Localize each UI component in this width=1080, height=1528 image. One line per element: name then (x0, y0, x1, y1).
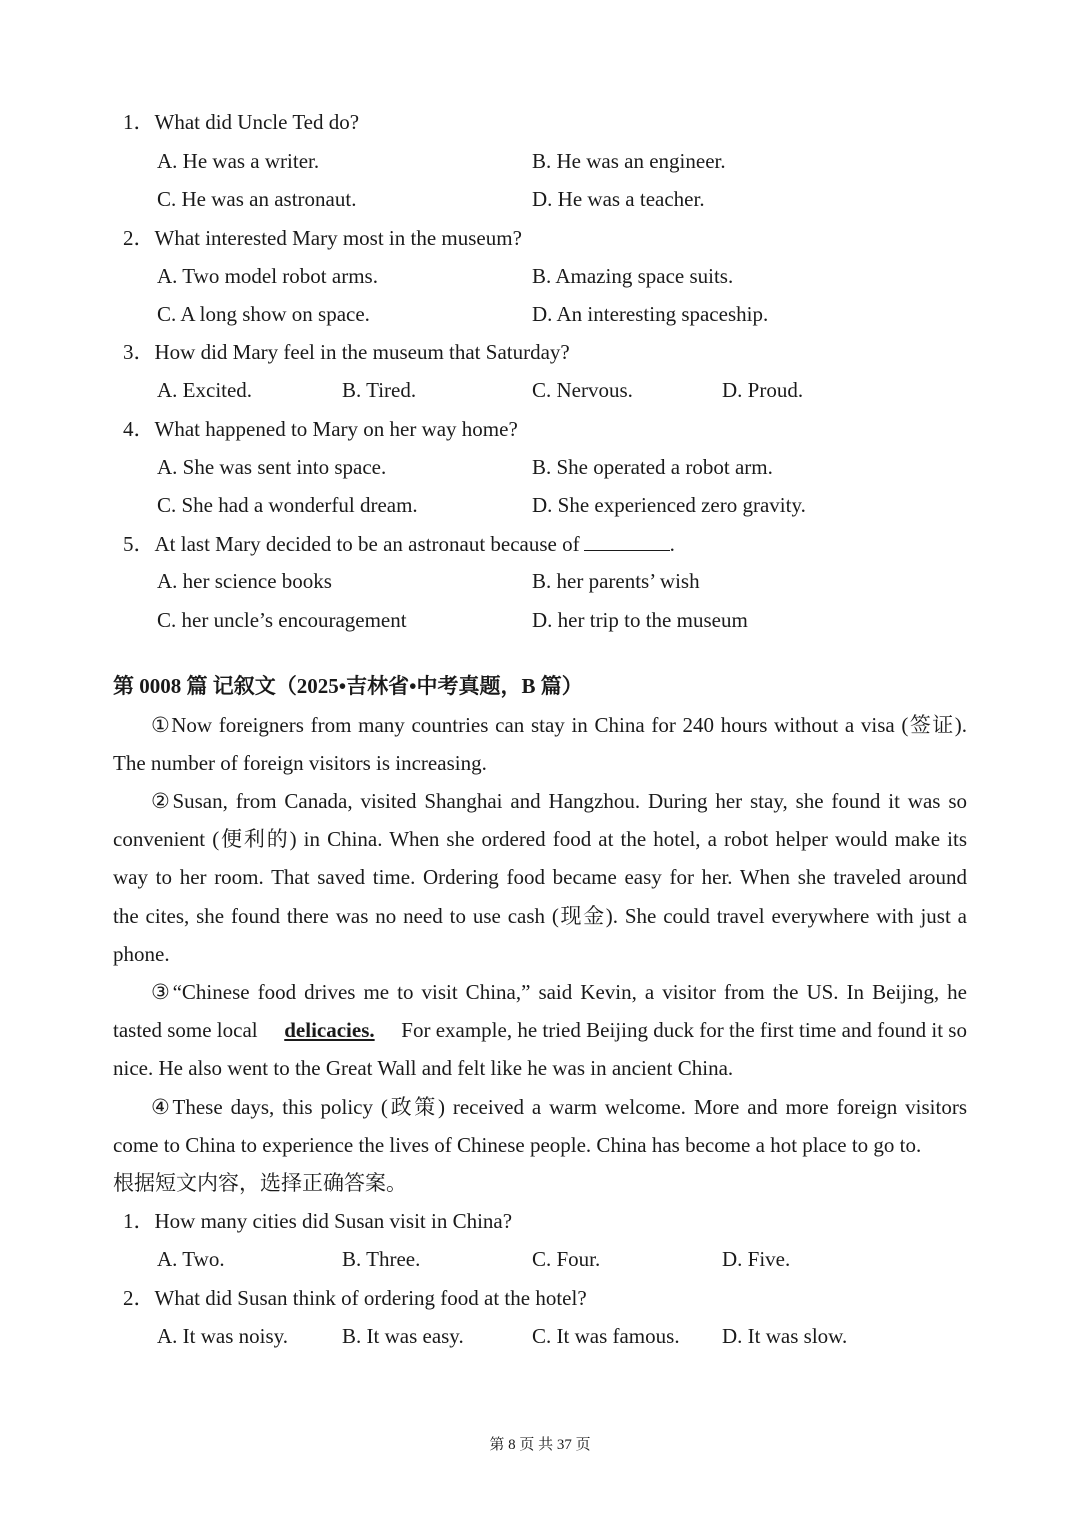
option: D. An interesting spaceship. (532, 302, 769, 326)
option: B. Three. (342, 1247, 421, 1271)
option: C. Nervous. (532, 378, 633, 402)
instruction-line: 根据短文内容，选择正确答案。 (113, 1171, 407, 1195)
option: D. Five. (722, 1247, 791, 1271)
option: A. Two model robot arms. (157, 264, 378, 288)
question-stem-text: 5．At last Mary decided to be an astronaut because of (123, 532, 580, 556)
option: B. She operated a robot arm. (532, 455, 773, 479)
answer-blank (584, 532, 670, 551)
option: A. Excited. (157, 378, 253, 402)
passage-line: convenient (便利的) in China. When she ordered food at the hotel, a robot helper would make its (113, 827, 967, 851)
option: D. her trip to the museum (532, 608, 748, 632)
option: A. She was sent into space. (157, 455, 387, 479)
option: B. Tired. (342, 378, 417, 402)
question-stem: 2．What did Susan think of ordering food at the hotel? (123, 1286, 587, 1310)
passage-line: phone. (113, 942, 170, 966)
option: A. It was noisy. (157, 1324, 289, 1348)
passage-line: ③“Chinese food drives me to visit China,” said Kevin, a visitor from the US. In Beijing, he (151, 980, 967, 1004)
option: D. It was slow. (722, 1324, 848, 1348)
passage-line: ①Now foreigners from many countries can stay in China for 240 hours without a visa (签证). (151, 713, 967, 737)
passage-line: The number of foreign visitors is increasing. (113, 751, 487, 775)
option: D. Proud. (722, 378, 804, 402)
option: C. It was famous. (532, 1324, 680, 1348)
question-stem-end: . (669, 532, 675, 556)
passage-line: way to her room. That saved time. Ordering food became easy for her. When she traveled around (113, 865, 967, 889)
question-stem: 1．How many cities did Susan visit in China? (123, 1209, 513, 1233)
option: D. She experienced zero gravity. (532, 493, 806, 517)
question-stem: 3．How did Mary feel in the museum that Saturday? (123, 340, 570, 364)
passage-line (113, 1016, 967, 1044)
option: A. Two. (157, 1247, 225, 1271)
passage-line: the cites, she found there was no need to use cash (现金). She could travel everywhere with just a (113, 904, 967, 928)
question-stem: 1．What did Uncle Ted do? (123, 110, 360, 134)
option: C. her uncle’s encouragement (157, 608, 407, 632)
question-stem: 4．What happened to Mary on her way home? (123, 417, 518, 441)
option: C. He was an astronaut. (157, 187, 357, 211)
option: A. her science books (157, 569, 332, 593)
question-stem: 2．What interested Mary most in the museum? (123, 226, 522, 250)
passage-text: tasted some local (113, 1018, 258, 1042)
section-heading: 第 0008 篇 记叙文（2025•吉林省•中考真题，B 篇） (113, 674, 583, 698)
option: D. He was a teacher. (532, 187, 705, 211)
passage-text: For example, he tried Beijing duck for the first time and found it so (401, 1018, 967, 1042)
option: B. It was easy. (342, 1324, 464, 1348)
page-number: 第 8 页 共 37 页 (489, 1437, 591, 1453)
option: A. He was a writer. (157, 149, 320, 173)
highlighted-word: delicacies. (284, 1018, 375, 1042)
passage-line: nice. He also went to the Great Wall and felt like he was in ancient China. (113, 1056, 734, 1080)
option: B. Amazing space suits. (532, 264, 734, 288)
option: B. He was an engineer. (532, 149, 726, 173)
option: B. her parents’ wish (532, 569, 700, 593)
question-stem (123, 530, 675, 558)
passage-line: come to China to experience the lives of Chinese people. China has become a hot place to go to. (113, 1133, 922, 1157)
passage-line: ④These days, this policy (政策) received a warm welcome. More and more foreign visitors (151, 1095, 967, 1119)
option: C. A long show on space. (157, 302, 370, 326)
passage-line: ②Susan, from Canada, visited Shanghai and Hangzhou. During her stay, she found it was so (151, 789, 967, 813)
option: C. Four. (532, 1247, 601, 1271)
option: C. She had a wonderful dream. (157, 493, 418, 517)
